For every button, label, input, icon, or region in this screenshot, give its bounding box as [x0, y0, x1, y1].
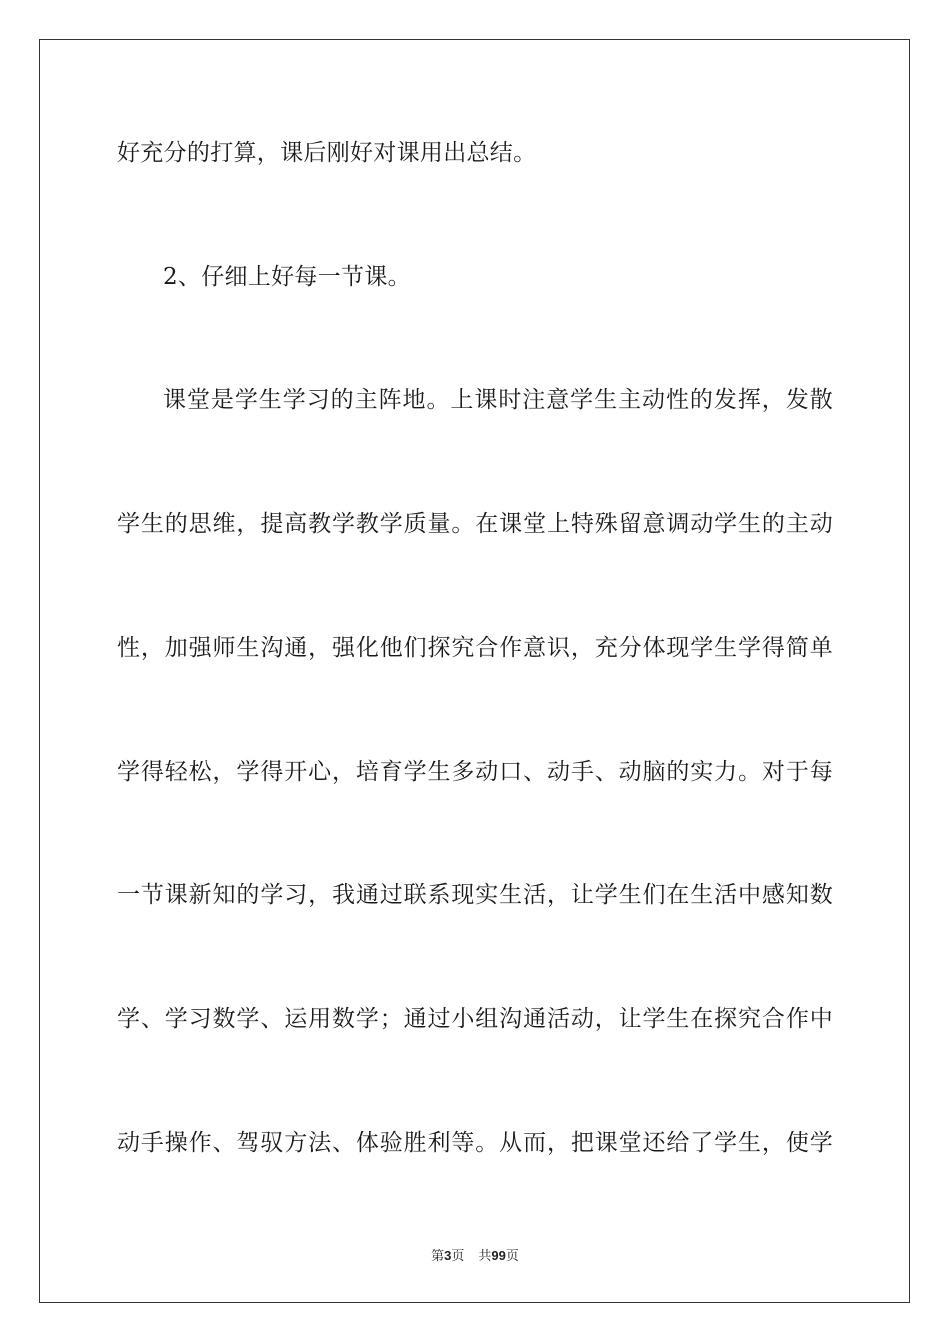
page-footer: [0, 1247, 950, 1266]
text-line-6: 学得轻松，学得开心，培育学生多动口、动手、动脑的实力。对于每: [117, 759, 833, 785]
text-line-1: 好充分的打算，课后刚好对课用出总结。: [117, 140, 537, 166]
footer-page-suffix: 页: [451, 1249, 465, 1264]
text-line-2: 2、仔细上好每一节课。: [163, 264, 411, 290]
text-line-9: 动手操作、驾驭方法、体验胜利等。从而，把课堂还给了学生，使学: [117, 1130, 833, 1156]
text-line-4: 学生的思维，提高教学教学质量。在课堂上特殊留意调动学生的主动: [117, 511, 833, 537]
footer-total-pages: 99: [491, 1248, 506, 1263]
footer-page-prefix: 第: [431, 1249, 445, 1264]
text-line-3: 课堂是学生学习的主阵地。上课时注意学生主动性的发挥，发散: [163, 387, 833, 413]
text-line-7: 一节课新知的学习，我通过联系现实生活，让学生们在生活中感知数: [117, 882, 833, 908]
text-line-5: 性，加强师生沟通，强化他们探究合作意识，充分体现学生学得简单: [117, 635, 833, 661]
footer-total-prefix: 共: [478, 1249, 492, 1264]
text-line-8: 学、学习数学、运用数学；通过小组沟通活动，让学生在探究合作中: [117, 1006, 833, 1032]
footer-total-suffix: 页: [505, 1249, 519, 1264]
footer-page-number: 3: [444, 1248, 452, 1263]
page-border: [39, 39, 910, 1303]
